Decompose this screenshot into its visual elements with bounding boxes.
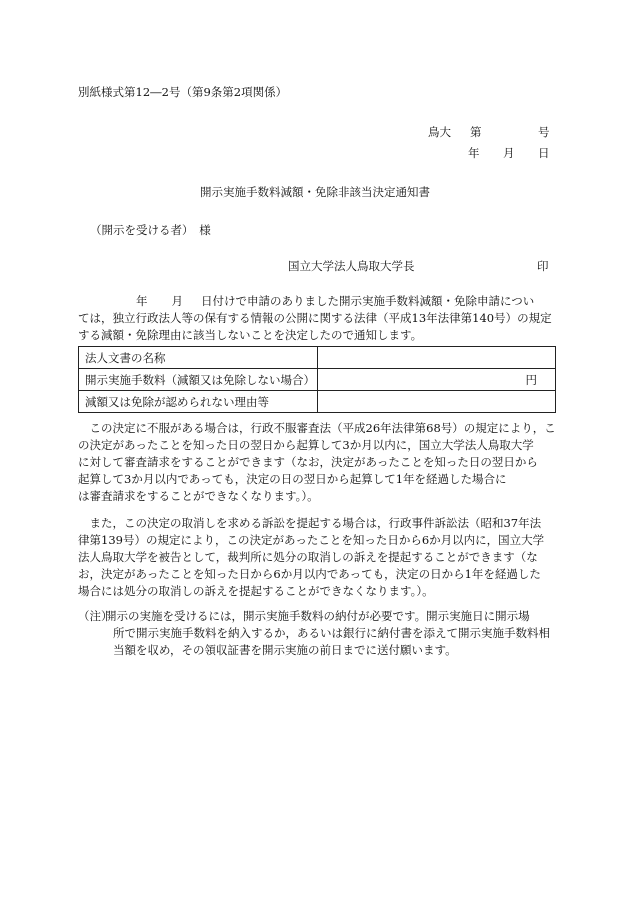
seal-mark: 印 (537, 259, 549, 273)
paragraph-line: 場合には処分の取消しの訴えを提起することができなくなります。）。 (78, 584, 434, 598)
note-text (105, 608, 550, 659)
intro-paragraph (78, 293, 556, 344)
table-cell-label: 開示実施手数料（減額又は免除しない場合） (79, 369, 318, 391)
intro-line-3: する減額・免除理由に該当しないことを決定したので通知します。 (78, 328, 423, 342)
table-row (79, 391, 556, 413)
form-identifier: 別紙様式第12―2号（第9条第2項関係） (78, 85, 288, 99)
intro-line-1-text: 日付けで申請のありました開示実施手数料減額・免除申請につい (201, 294, 535, 308)
note-mark: （注） (78, 609, 113, 623)
date-day: 日 (538, 146, 550, 160)
recipient-line: （開示を受ける者） 様 (90, 223, 211, 237)
note-line: 当額を収め，その領収証書を開示実施の前日までに送付願います。 (113, 643, 457, 657)
paragraph-line: 起算して3か月以内であっても，決定の日の翌日から起算して1年を経過した場合に (78, 472, 507, 486)
table-row (79, 347, 556, 369)
objection-paragraph (78, 420, 556, 505)
doc-number-prefix: 鳥大 (428, 125, 451, 139)
intro-month: 月 (171, 294, 183, 308)
table-cell-value: 円 (318, 369, 556, 391)
doc-number-go: 号 (538, 125, 550, 139)
paragraph-line: の決定があったことを知った日の翌日から起算して3か月以内に，国立大学法人鳥取大学 (78, 438, 534, 452)
issuer-name: 国立大学法人鳥取大学長 (288, 259, 415, 273)
table-cell-value (318, 391, 556, 413)
paragraph-line: お，決定があったことを知った日から6か月以内であっても，決定の日から1年を経過した (78, 567, 541, 581)
table-cell-label: 法人文書の名称 (79, 347, 318, 369)
date-year: 年 (468, 146, 480, 160)
paragraph-line: また，この決定の取消しを求める訴訟を提起する場合は，行政事件訴訟法（昭和37年法 (78, 516, 542, 530)
table-cell-label: 減額又は免除が認められない理由等 (79, 391, 318, 413)
paragraph-line: に対して審査請求をすることができます（なお，決定があったことを知った日の翌日から (78, 455, 538, 469)
intro-year: 年 (136, 294, 148, 308)
note-line: 開示の実施を受けるには，開示実施手数料の納付が必要です。開示実施日に開示場 (105, 609, 530, 623)
table-cell-value (318, 347, 556, 369)
note-line: 所で開示実施手数料を納入するか，あるいは銀行に納付書を添えて開示実施手数料相 (113, 626, 550, 640)
info-table (78, 346, 556, 413)
paragraph-line: 法人鳥取大学を被告として，裁判所に処分の取消しの訴えを提起することができます（な (78, 550, 538, 564)
intro-line-2: ては，独立行政法人等の保有する情報の公開に関する法律（平成13年法律第140号）の規定 (78, 311, 552, 325)
paragraph-line: 律第139号）の規定により，この決定があったことを知った日から6か月以内に，国立大学 (78, 533, 545, 547)
table-row (79, 369, 556, 391)
paragraph-line: この決定に不服がある場合は，行政不服審査法（平成26年法律第68号）の規定により，こ (78, 421, 556, 435)
doc-number-dai: 第 (470, 125, 482, 139)
lawsuit-paragraph (78, 515, 556, 600)
date-month: 月 (503, 146, 515, 160)
document-title: 開示実施手数料減額・免除非該当決定通知書 (200, 185, 430, 199)
paragraph-line: は審査請求をすることができなくなります。）。 (78, 489, 319, 503)
intro-line-1 (78, 293, 556, 310)
